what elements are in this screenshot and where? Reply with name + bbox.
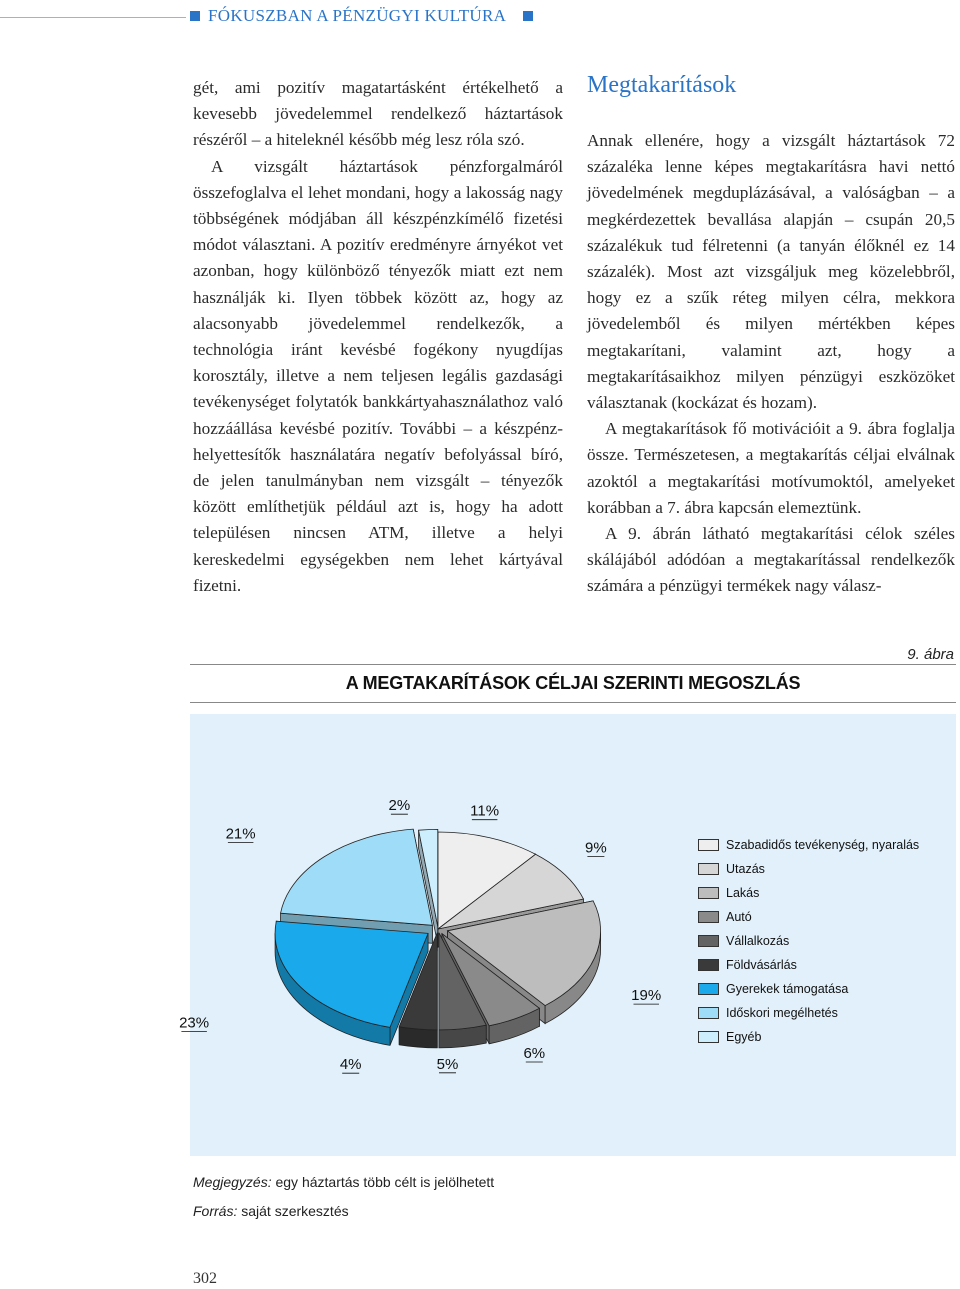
section-title: Megtakarítások: [587, 72, 737, 98]
legend-swatch: [698, 887, 719, 899]
legend-item: [698, 886, 759, 900]
paragraph: A vizsgált háztartások pénzforgalmáról összefoglalva el lehet mondani, hogy a lakosság nagy többségének módjában áll készpénzkímélő fizetési módot választani. A pozitív eredményre árnyékot vet azonban, hogy különböző tényezők miatt ezt nem használják ki. Ilyen többek között az, hogy az alacsonyabb jövedelemmel rendelkezők, a technológia iránt kevésbé fogékony nyugdíjas korosztály, illetve a nem teljesen legális gazdasági tevékenységet folytatók bankkártyahasználathoz való hozzáállása kevésbé pozitív. További – a készpénz-helyettesítők használatára negatív befolyással bíró, de jelen tanulmányban nem vizsgált – tényezők között említhetjük például azt is, hogy ha adott településen nincsen ATM, illetve a helyi kereskedelmi egységekben nem lehet kártyával fizetni.: [193, 156, 563, 595]
legend-swatch: [698, 1031, 719, 1043]
legend-label: Vállalkozás: [726, 934, 790, 948]
legend-label: Időskori megélhetés: [726, 1006, 838, 1020]
note-label: Megjegyzés:: [193, 1174, 272, 1190]
legend-item: [698, 910, 752, 924]
pie-value-label: 2%: [388, 797, 411, 815]
legend-label: Gyerekek támogatása: [726, 982, 849, 996]
legend-label: Szabadidős tevékenység, nyaralás: [726, 838, 920, 852]
legend-label: Autó: [726, 910, 752, 924]
paragraph: A 9. ábrán látható megtakarítási célok széles skálájából adódóan a megtakarítással rendelkezők számára a pénzügyi termékek nagy válasz-: [587, 524, 955, 596]
pie-value-label: 21%: [225, 825, 256, 843]
legend-item: [698, 958, 797, 972]
paragraph: A megtakarítások fő motivációit a 9. ábra foglalja össze. Természetesen, a megtakarítás céljai elválnak azoktól a megtakarítási motívumoktól, amelyeket korábban a 7. ábra kapcsán elemeztünk.: [587, 419, 955, 517]
legend-label: Utazás: [726, 862, 765, 876]
figure-source: [193, 1203, 349, 1219]
pie-value-label: 9%: [585, 839, 607, 857]
legend-swatch: [698, 911, 719, 923]
figure-number: 9. ábra: [907, 646, 954, 663]
pie-slice: [281, 829, 433, 925]
legend-swatch: [698, 1007, 719, 1019]
running-header: FÓKUSZBAN A PÉNZÜGYI KULTÚRA: [208, 6, 507, 25]
legend-item: [698, 934, 789, 948]
legend-item: [698, 1006, 838, 1020]
legend-label: Lakás: [726, 886, 760, 900]
pie-value-label: 6%: [523, 1045, 546, 1062]
legend-item: [698, 838, 919, 852]
figure-note: [193, 1174, 494, 1190]
pie-value-label: 11%: [470, 802, 500, 820]
pie-chart: [179, 714, 956, 1156]
figure-rule-bottom: [190, 702, 956, 703]
legend-label: Egyéb: [726, 1030, 762, 1044]
legend-swatch: [698, 959, 719, 971]
legend-label: Földvásárlás: [726, 958, 797, 972]
pie-value-label: 5%: [436, 1055, 459, 1073]
left-column: [193, 75, 563, 599]
pie-value-label: 19%: [631, 987, 662, 1005]
legend-item: [698, 862, 765, 876]
header-square-right: [523, 11, 533, 21]
pie-chart-panel: [179, 714, 956, 1156]
page-number: 302: [193, 1270, 217, 1287]
note-text: egy háztartás több célt is jelölhetett: [275, 1174, 495, 1190]
legend-swatch: [698, 863, 719, 875]
right-column: [587, 128, 955, 600]
header-square-left: [190, 11, 200, 21]
source-label: Forrás:: [193, 1203, 238, 1219]
figure-rule-top: [190, 664, 956, 665]
legend-item: [698, 982, 848, 996]
legend-item: [698, 1030, 761, 1044]
header-rule: [0, 17, 186, 18]
legend-swatch: [698, 983, 719, 995]
source-text: saját szerkesztés: [241, 1203, 349, 1219]
pie-value-label: 23%: [179, 1014, 210, 1032]
paragraph: Annak ellenére, hogy a vizsgált háztartások 72 százaléka lenne képes megtakarításra havi nettó jövedelmének megduplázásával, a valóságban – a megkérdezettek bevallása alapján – csupán 20,5 százalékuk tud félretenni (a tanyán élőknél ez 14 százalék). Most azt vizsgáljuk meg közelebbről, hogy ez a szűk réteg milyen célra, mekkora jövedelemből és milyen mértékben képes megtakarítani, valamint azt, hogy a megtakarításaikhoz milyen pénzügyi eszközöket választanak (kockázat és hozam).: [587, 131, 955, 413]
figure-title: A MEGTAKARÍTÁSOK CÉLJAI SZERINTI MEGOSZLÁS: [345, 673, 801, 693]
paragraph: gét, ami pozitív magatartásként értékelhető a kevesebb jövedelemmel rendelkező háztartások részéről – a hiteleknél később még lesz róla szó.: [193, 78, 563, 150]
legend-swatch: [698, 839, 719, 851]
legend-swatch: [698, 935, 719, 947]
pie-value-label: 4%: [339, 1056, 362, 1074]
